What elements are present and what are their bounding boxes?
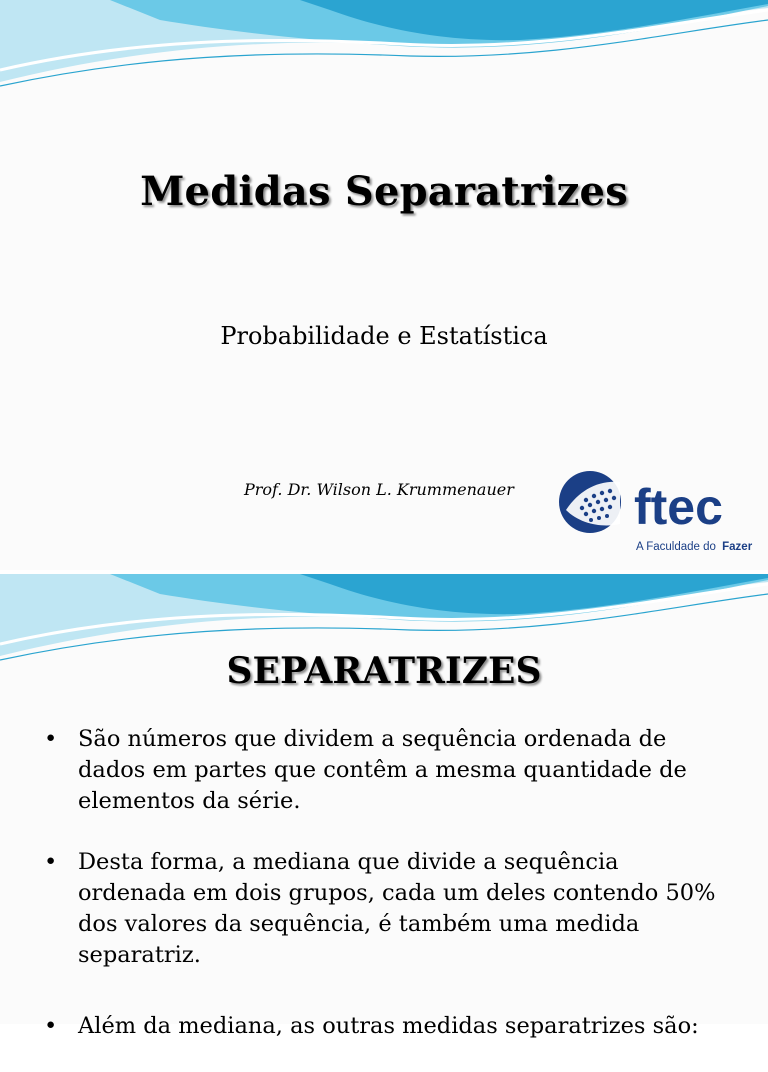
bullet-list: [0, 724, 768, 1072]
list-item: [0, 724, 718, 817]
author-name: Prof. Dr. Wilson L. Krummenauer: [244, 480, 514, 499]
svg-text:A Faculdade do Fazer: [636, 541, 753, 553]
bullet-text: São números que dividem a sequência ordenada de dados em partes que contêm a mesma quantidade de elementos da série.: [78, 726, 687, 814]
logo-brand-text: ftec: [634, 479, 723, 535]
bullet-text: Desta forma, a mediana que divide a sequência ordenada em dois grupos, cada um deles contendo 50% dos valores da sequência, é também uma medida separatriz.: [78, 849, 716, 968]
ftec-logo: [556, 466, 756, 562]
logo-tagline-emphasis: Fazer: [722, 541, 753, 553]
list-item: [0, 847, 718, 971]
header-wave-decoration: [0, 0, 768, 95]
bullet-marker: •: [44, 726, 58, 752]
logo-tagline-prefix: A Faculdade do: [636, 541, 716, 553]
slide-title: Medidas Separatrizes: [140, 168, 628, 215]
bullet-marker: •: [44, 1013, 58, 1039]
content-slide: [0, 574, 768, 1039]
slide-heading: SEPARATRIZES: [226, 650, 542, 692]
slide-subtitle: Probabilidade e Estatística: [220, 322, 548, 350]
bullet-text: Além da mediana, as outras medidas separatrizes são:: [78, 1013, 699, 1039]
list-item: [0, 1011, 718, 1042]
bullet-marker: •: [44, 849, 58, 875]
globe-mesh-icon: [559, 471, 621, 533]
